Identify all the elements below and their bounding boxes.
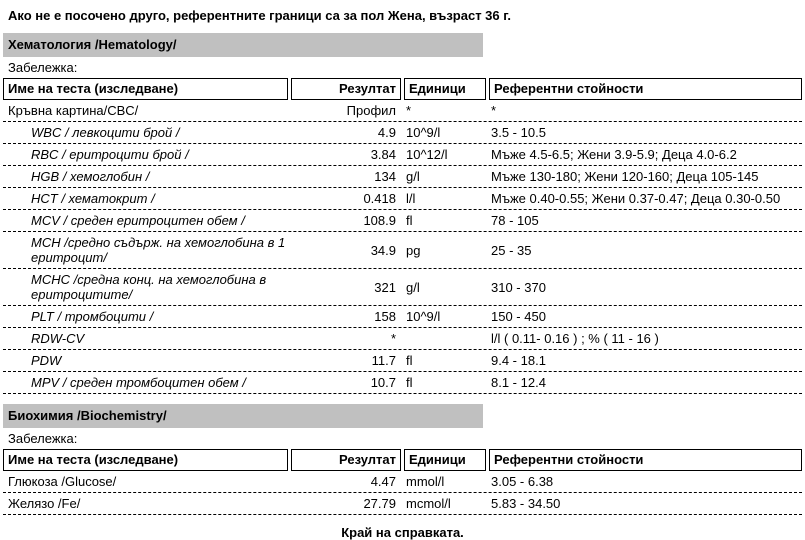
reference-cell: * bbox=[491, 103, 497, 118]
test-name-cell: MCH /средно съдърж. на хемоглобина в 1 еритроцит/ bbox=[31, 235, 286, 265]
result-cell: 27.79 bbox=[363, 496, 396, 511]
units-cell: fl bbox=[406, 375, 413, 390]
reference-cell: 150 - 450 bbox=[491, 309, 546, 324]
units-cell: 10^12/l bbox=[406, 147, 448, 162]
table-row bbox=[3, 372, 802, 394]
results-table bbox=[3, 449, 802, 515]
reference-cell: Мъже 0.40-0.55; Жени 0.37-0.47; Деца 0.30-0.50 bbox=[491, 191, 781, 206]
result-cell: 321 bbox=[374, 279, 396, 295]
units-cell bbox=[404, 336, 486, 342]
units-cell: fl bbox=[406, 353, 413, 368]
test-name-cell: HCT / хематокрит / bbox=[31, 191, 155, 206]
reference-gender-note: Ако не е посочено друго, референтните граници са за пол Жена, възраст 36 г. bbox=[8, 8, 511, 23]
test-name-cell: MPV / среден тромбоцитен обем / bbox=[31, 375, 246, 390]
test-name-cell: WBC / левкоцити брой / bbox=[31, 125, 180, 140]
units-cell: l/l bbox=[406, 191, 416, 206]
table-row bbox=[3, 210, 802, 232]
column-header-result: Резултат bbox=[291, 78, 401, 100]
table-row bbox=[3, 493, 802, 515]
result-cell: 4.9 bbox=[377, 125, 396, 140]
units-cell: * bbox=[406, 103, 412, 118]
table-row bbox=[3, 188, 802, 210]
table-body bbox=[3, 471, 802, 515]
units-cell: 10^9/l bbox=[406, 125, 441, 140]
table-row bbox=[3, 122, 802, 144]
table-body bbox=[3, 100, 802, 394]
result-cell: Профил bbox=[346, 103, 396, 118]
test-name-cell: RDW-CV bbox=[31, 331, 85, 346]
test-name-cell: Глюкоза /Glucose/ bbox=[8, 474, 117, 489]
note-label: Забележка: bbox=[8, 60, 78, 75]
lab-section bbox=[3, 404, 802, 515]
units-cell: mmol/l bbox=[406, 474, 445, 489]
table-row bbox=[3, 306, 802, 328]
report-sections bbox=[3, 33, 802, 515]
report-end-text: Край на справката. bbox=[341, 525, 464, 540]
units-cell: g/l bbox=[406, 279, 420, 295]
units-cell: pg bbox=[406, 242, 421, 258]
column-header-test-name: Име на теста (изследване) bbox=[3, 449, 288, 471]
reference-cell: 78 - 105 bbox=[491, 213, 539, 228]
column-header-reference: Референтни стойности bbox=[489, 449, 802, 471]
result-cell: 158 bbox=[374, 309, 396, 324]
table-row bbox=[3, 144, 802, 166]
table-row bbox=[3, 232, 802, 269]
table-header-row bbox=[3, 449, 802, 471]
reference-cell: 25 - 35 bbox=[491, 242, 532, 258]
reference-cell: 8.1 - 12.4 bbox=[491, 375, 546, 390]
section-title: Биохимия /Biochemistry/ bbox=[8, 408, 167, 423]
result-cell: 0.418 bbox=[363, 191, 396, 206]
result-cell: 11.7 bbox=[371, 353, 396, 368]
section-title-bar bbox=[3, 33, 483, 57]
column-header-result: Резултат bbox=[291, 449, 401, 471]
result-cell: 10.7 bbox=[370, 375, 396, 390]
result-cell: 134 bbox=[374, 169, 396, 184]
table-row bbox=[3, 166, 802, 188]
result-cell: 4.47 bbox=[370, 474, 396, 489]
reference-cell: Мъже 4.5-6.5; Жени 3.9-5.9; Деца 4.0-6.2 bbox=[491, 147, 737, 162]
reference-cell: Мъже 130-180; Жени 120-160; Деца 105-145 bbox=[491, 169, 759, 184]
table-row bbox=[3, 350, 802, 372]
reference-cell: 5.83 - 34.50 bbox=[491, 496, 561, 511]
column-header-test-name: Име на теста (изследване) bbox=[3, 78, 288, 100]
table-row bbox=[3, 328, 802, 350]
reference-cell: 9.4 - 18.1 bbox=[491, 353, 546, 368]
test-name-cell: Желязо /Fe/ bbox=[8, 496, 81, 511]
units-cell: g/l bbox=[406, 169, 420, 184]
table-row bbox=[3, 269, 802, 306]
result-cell: 3.84 bbox=[370, 147, 396, 162]
test-name-cell: PDW bbox=[31, 353, 62, 368]
result-cell: * bbox=[390, 331, 396, 346]
note-label: Забележка: bbox=[8, 431, 78, 446]
test-name-cell: MCHC /средна конц. на хемоглобина в еритроцитите/ bbox=[31, 272, 267, 302]
lab-section bbox=[3, 33, 802, 394]
section-title-bar bbox=[3, 404, 483, 428]
section-title: Хематология /Hematology/ bbox=[8, 37, 177, 52]
test-name-cell: Кръвна картина/CBC/ bbox=[8, 103, 139, 118]
test-name-cell: MCV / среден еритроцитен обем / bbox=[31, 213, 245, 228]
table-row bbox=[3, 100, 802, 122]
column-header-units: Единици bbox=[404, 449, 486, 471]
result-cell: 108.9 bbox=[363, 213, 396, 228]
test-name-cell: RBC / еритроцити брой / bbox=[31, 147, 189, 162]
column-header-reference: Референтни стойности bbox=[489, 78, 802, 100]
reference-cell: 310 - 370 bbox=[491, 279, 546, 295]
units-cell: fl bbox=[406, 213, 413, 228]
units-cell: 10^9/l bbox=[406, 309, 441, 324]
table-row bbox=[3, 471, 802, 493]
reference-cell: 3.05 - 6.38 bbox=[491, 474, 554, 489]
reference-cell: l/l ( 0.11- 0.16 ) ; % ( 11 - 16 ) bbox=[491, 331, 659, 346]
result-cell: 34.9 bbox=[370, 242, 396, 258]
units-cell: mcmol/l bbox=[406, 496, 451, 511]
table-header-row bbox=[3, 78, 802, 100]
column-header-units: Единици bbox=[404, 78, 486, 100]
results-table bbox=[3, 78, 802, 394]
test-name-cell: HGB / хемоглобин / bbox=[31, 169, 150, 184]
test-name-cell: PLT / тромбоцити / bbox=[31, 309, 154, 324]
reference-cell: 3.5 - 10.5 bbox=[491, 125, 546, 140]
